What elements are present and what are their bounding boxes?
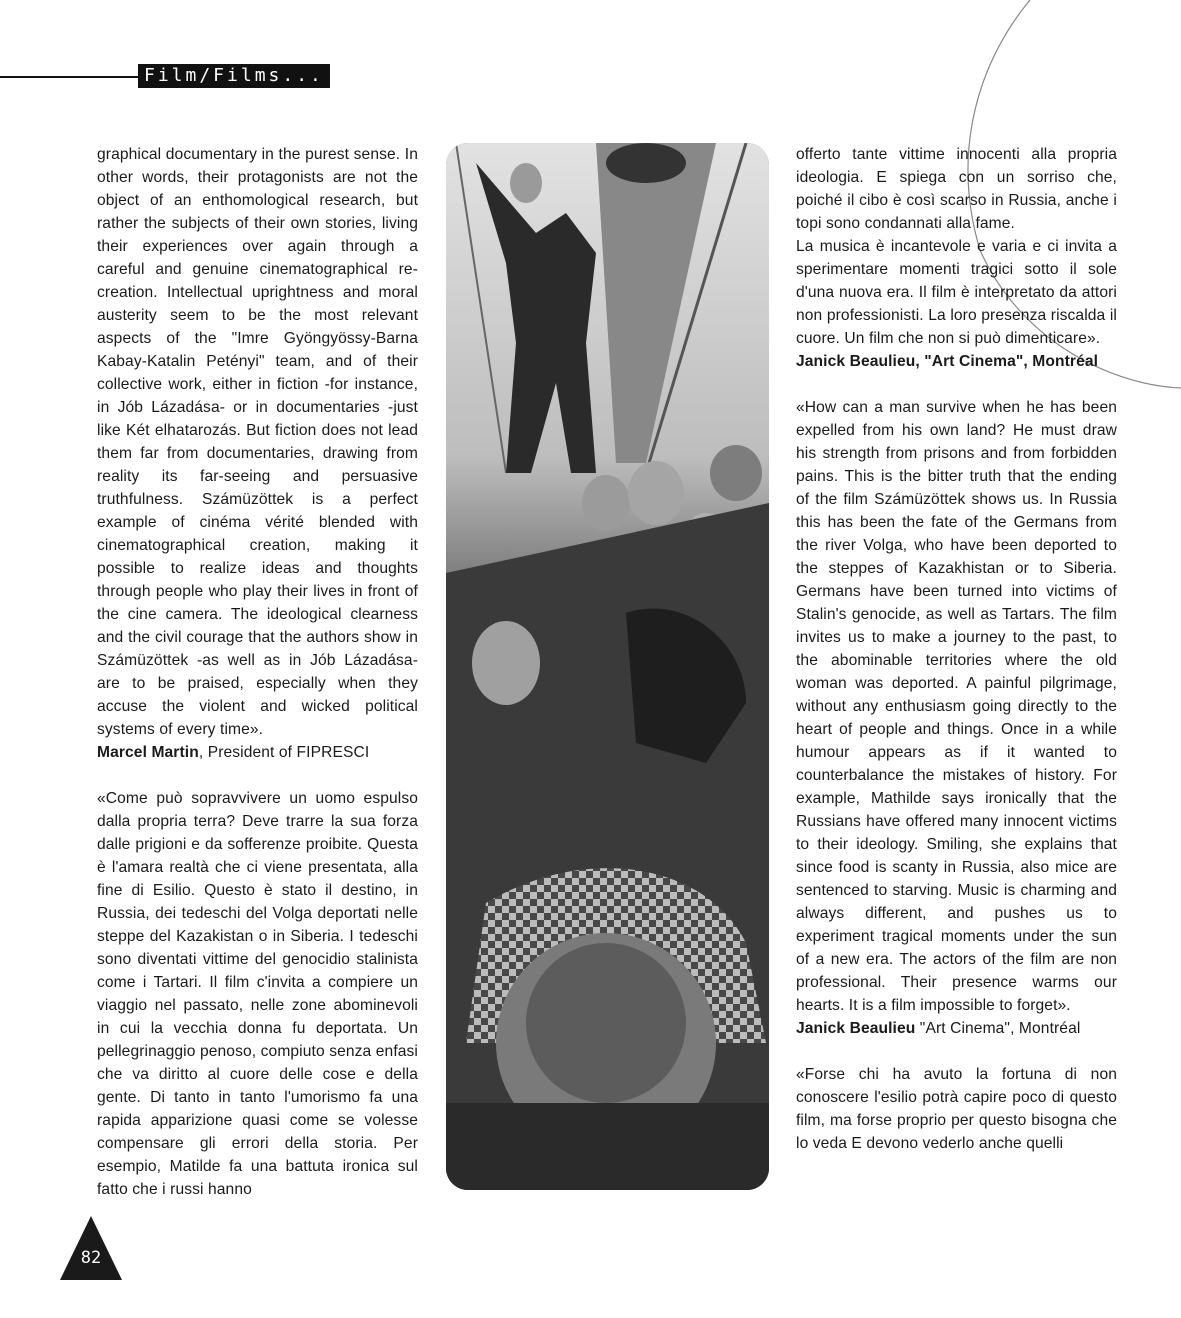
section-label: Film/Films...: [138, 64, 330, 88]
signature-role: "Art Cinema", Montréal: [915, 1020, 1081, 1037]
header-rule: [0, 76, 140, 78]
page-number: 82: [80, 1248, 102, 1268]
signature-janick-beaulieu-2: [796, 1017, 1117, 1040]
film-still-photo: [446, 143, 769, 1190]
right-paragraph-4: «Forse chi ha avuto la fortuna di non conoscere l'esilio potrà capire poco di questo film, ma forse proprio per questo bisogna che lo veda E devono vederlo anche quelli: [796, 1066, 1117, 1152]
signature-janick-beaulieu-1: Janick Beaulieu, "Art Cinema", Montréal: [796, 353, 1099, 370]
left-column: [97, 143, 418, 1201]
left-paragraph-1: graphical documentary in the purest sense. In other words, their protagonists are not the object of an enthomological research, but rather the subjects of their own stories, living their experiences over again through a careful and genuine cinematographical re-creation. Intellectual uprightness and moral austerity seem to be the most relevant aspects of the "Imre Gyöngyössy-Barna Kabay-Katalin Petényi" team, and of their collective work, either in fiction -for instance, in Jób Lázadása- or in documentaries -just like Két elhatarozás. But fiction does not lead them far from documentaries, drawing from reality its far-seeing and persuasive truthfulness. Számüzöttek is a perfect example of cinéma vérité blended with cinematographical creation, making it possible to realize ideas and thoughts through people who play their lives in front of the cine camera. The ideological clearness and the civil courage that the authors show in Számüzöttek -as well as in Jób Lázadása- are to be praised, especially when they accuse the violent and wicked political systems of every time».: [97, 146, 418, 738]
right-column: [796, 143, 1117, 1155]
signature-name: Janick Beaulieu: [796, 1020, 916, 1037]
right-paragraph-1: offerto tante vittime innocenti alla propria ideologia. E spiega con un sorriso che, poiché il cibo è così scarso in Russia, anche i topi sono condannati alla fame.: [796, 146, 1117, 232]
signature-marcel-martin: [97, 741, 418, 764]
right-paragraph-2: La musica è incantevole e varia e ci invita a sperimentare momenti tragici sotto il sole d'una nuova era. Il film è interpretato da attori non professionisti. La loro presenza riscalda il cuore. Un film che non si può dimenticare».: [796, 238, 1117, 347]
signature-name: Marcel Martin: [97, 744, 199, 761]
signature-role: , President of FIPRESCI: [198, 744, 370, 761]
right-paragraph-3: «How can a man survive when he has been expelled from his own land? He must draw his strength from prisons and from forbidden pains. This is the bitter truth that the ending of the film Számüzöttek shows us. In Russia this has been the fate of the Germans from the river Volga, who have been deported to the steppes of Kazakhistan or to Siberia. Germans have been turned into victims of Stalin's genocide, as well as Tartars. The film invites us to make a journey to the past, to the abominable territories where the old woman was deported. A painful pilgrimage, without any enthusiasm going directly to the heart of people and things. Once in a while humour appears as if it wanted to counterbalance the mistakes of history. For example, Mathilde says ironically that the Russians have offered many innocent victims to their ideology. Smiling, she explains that since food is scanty in Russia, also mice are sentenced to starving. Music is charming and always different, and pushes us to experiment tragical moments under the sun of a new era. The actors of the film are non professional. Their presence warms our hearts. It is a film impossible to forget».: [796, 399, 1117, 1014]
left-paragraph-2: «Come può sopravvivere un uomo espulso dalla propria terra? Deve trarre la sua forza dalle prigioni e da sofferenze proibite. Questa è l'amara realtà che ci viene presentata, alla fine di Esilio. Questo è stato il destino, in Russia, dei tedeschi del Volga deportati nelle steppe del Kazakistan o in Siberia. I tedeschi sono diventati vittime del genocidio stalinista come i Tartari. Il film c'invita a compiere un viaggio nel passato, nelle zone abominevoli in cui la vecchia donna fu deportata. Un pellegrinaggio penoso, compiuto senza enfasi che va diritto al cuore delle cose e della gente. Di tanto in tanto l'umorismo fa una rapida apparizione quasi come se volesse compensare gli errori della storia. Per esempio, Matilde fa una battuta ironica sul fatto che i russi hanno: [97, 790, 418, 1198]
